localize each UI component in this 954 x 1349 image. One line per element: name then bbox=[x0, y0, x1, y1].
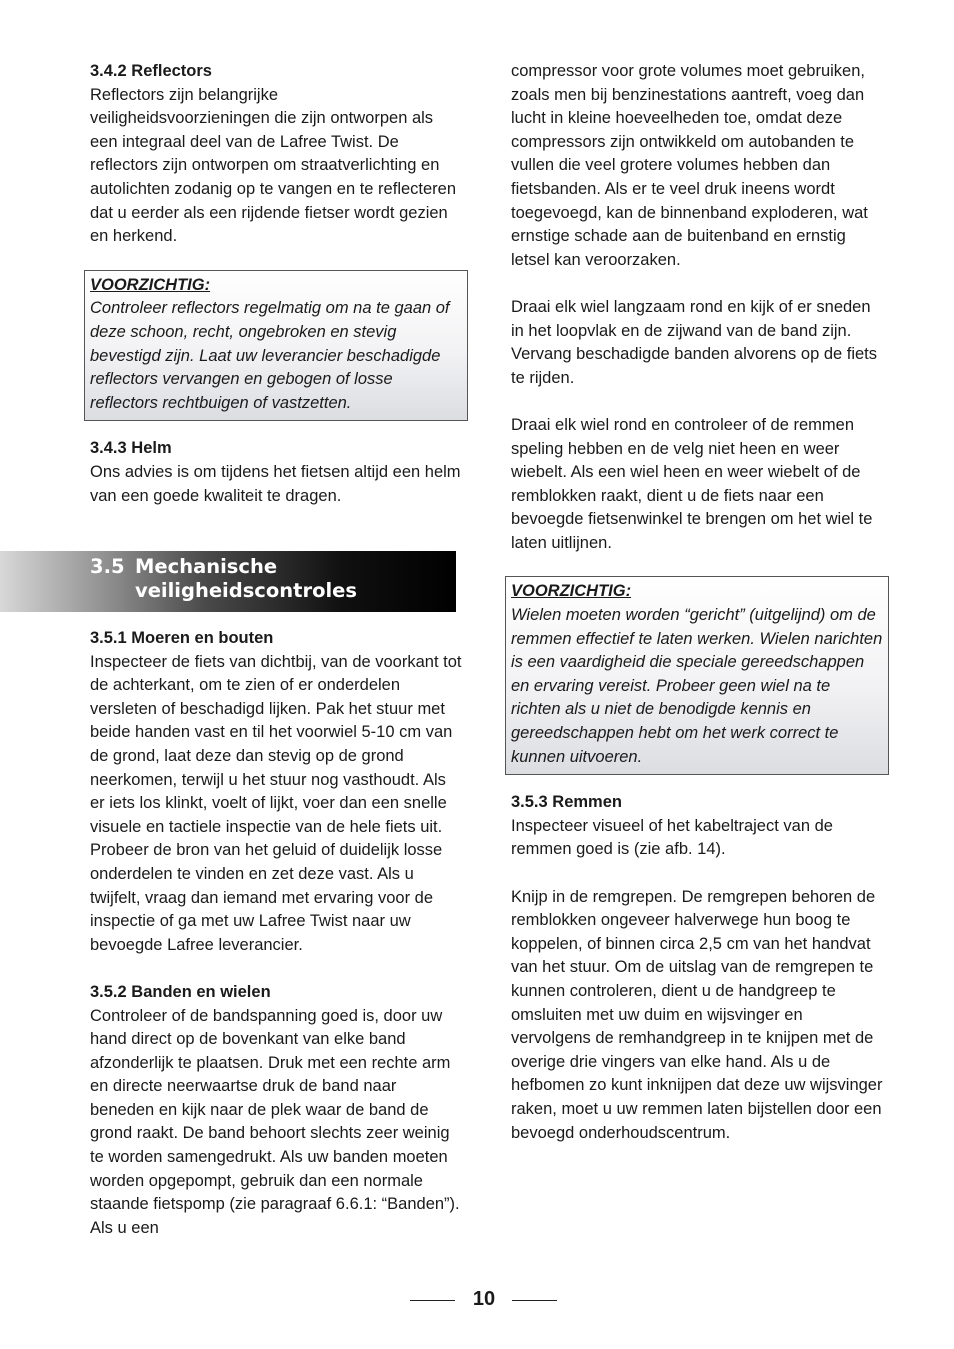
heading-3-5-2: 3.5.2 Banden en wielen bbox=[90, 982, 271, 1001]
caution-box-wheels bbox=[505, 576, 889, 775]
paragraph-wiel-controleren: Draai elk wiel rond en controleer of de remmen speling hebben en de velg niet heen en weer wiebelt. Als een wiel heen en weer wiebelt of de remblokken raakt, dient u de fiets naar een bevoegde fietsenwinkel te brengen om het wiel te laten uitlijnen. bbox=[511, 415, 873, 552]
footer-rule-right bbox=[512, 1300, 557, 1301]
right-column bbox=[511, 60, 883, 1145]
caution-box-reflectors bbox=[84, 270, 468, 422]
left-column-bottom bbox=[90, 627, 462, 1240]
paragraph-banden-wielen: Controleer of de bandspanning goed is, door uw hand direct op de bovenkant van elke band afzonderlijk te plaatsen. Druk met een rechte arm en directe neerwaartse druk de band naar beneden en kijk naar de plek waar de band de grond raakt. De band behoort slechts zeer weinig te worden samengedrukt. Als uw banden moeten worden opgepompt, gebruik dan een normale staande fietspomp (zie paragraaf 6.6.1: “Banden”). Als u een bbox=[90, 1006, 460, 1237]
left-column-top bbox=[90, 60, 462, 508]
caution-text: Controleer reflectors regelmatig om na te gaan of deze schoon, recht, ongebroken en stevig bevestigd zijn. Laat uw leverancier beschadigde reflectors vervangen en gebogen of losse reflectors rechtbuigen of vastzetten. bbox=[90, 299, 450, 412]
page-number: 10 bbox=[472, 1288, 496, 1310]
heading-3-5-3: 3.5.3 Remmen bbox=[511, 793, 622, 812]
paragraph-moeren-bouten: Inspecteer de fiets van dichtbij, van de voorkant tot de achterkant, om te zien of er onderdelen versleten of beschadigd lijken. Pak het stuur met beide handen vast en til het voorwiel 5-10 cm van de grond, laat deze dan stevig op de grond neerkomen, terwijl u het stuur nog vasthoudt. Als er iets los klinkt, voelt of lijkt, voer dan een snelle visuele en tactiele inspectie van de hele fiets uit. Probeer de bron van het geluid of duidelijk losse onderdelen te vinden en zet deze vast. Als u twijfelt, vraag dan iemand met ervaring voor de inspectie of ga met uw Lafree Twist naar uw bevoegde Lafree leverancier. bbox=[90, 652, 462, 954]
heading-3-4-3: 3.4.3 Helm bbox=[90, 439, 172, 458]
caution-text: Wielen moeten worden “gericht” (uitgelijnd) om de remmen effectief te laten werken. Wielen narichten is een vaardigheid die speciale gereedschappen en ervaring vereist. Probeer geen wiel na te richten als u niet de benodigde kennis en gereedschappen hebt om het werk correct te kunnen uitvoeren. bbox=[511, 606, 883, 766]
paragraph-remgrepen: Knijp in de remgrepen. De remgrepen behoren de remblokken ongeveer halverwege hun boog te koppelen, of binnen circa 2,5 cm van het handvat van het stuur. Om de uitslag van de remgrepen te kunnen controleren, dient u de handgreep te omsluiten met uw duim en wijsvinger en vervolgens de remhandgreep in te knijpen met de overige drie vingers van elke hand. Als u de hefbomen zo kunt inknijpen dat deze uw wijsvinger raken, moet u uw remmen laten bijstellen door een bevoegd onderhoudscentrum. bbox=[511, 887, 883, 1142]
heading-3-5-1: 3.5.1 Moeren en bouten bbox=[90, 629, 274, 647]
paragraph-wiel-draaien: Draai elk wiel langzaam rond en kijk of er sneden in het loopvlak en de zijwand van de band zijn. Vervang beschadigde banden alvorens op de fiets te rijden. bbox=[511, 297, 878, 387]
caution-label: VOORZICHTIG: bbox=[511, 582, 632, 601]
section-title-line2: veiligheidscontroles bbox=[135, 579, 357, 602]
footer-rule-left bbox=[410, 1300, 455, 1301]
paragraph-remmen-kabel: Inspecteer visueel of het kabeltraject van de remmen goed is (zie afb. 14). bbox=[511, 816, 833, 859]
section-number: 3.5 bbox=[90, 555, 125, 578]
paragraph-compressor: compressor voor grote volumes moet gebruiken, zoals men bij benzinestations aantreft, voeg dan lucht in kleine hoeveelheden toe, omdat deze compressors zijn ontwikkeld om autobanden te vullen die veel grotere volumes hebben dan fietsbanden. Als er te veel druk ineens wordt toegevoegd, kan de binnenband exploderen, wat ernstige schade aan de buitenband en ernstig letsel kan veroorzaken. bbox=[511, 62, 868, 269]
section-title bbox=[90, 555, 357, 603]
heading-3-4-2: 3.4.2 Reflectors bbox=[90, 62, 212, 80]
paragraph-reflectors: Reflectors zijn belangrijke veiligheidsvoorzieningen die zijn ontworpen als een integraal deel van de Lafree Twist. De reflectors zijn ontworpen om straatverlichting en autolichten zodanig op te vangen en te reflecteren dat u eerder als een rijdende fietser wordt gezien en herkend. bbox=[90, 85, 457, 246]
caution-label: VOORZICHTIG: bbox=[90, 275, 211, 294]
section-title-line1: Mechanische bbox=[135, 555, 278, 578]
paragraph-helm: Ons advies is om tijdens het fietsen altijd een helm van een goede kwaliteit te dragen. bbox=[90, 462, 461, 505]
